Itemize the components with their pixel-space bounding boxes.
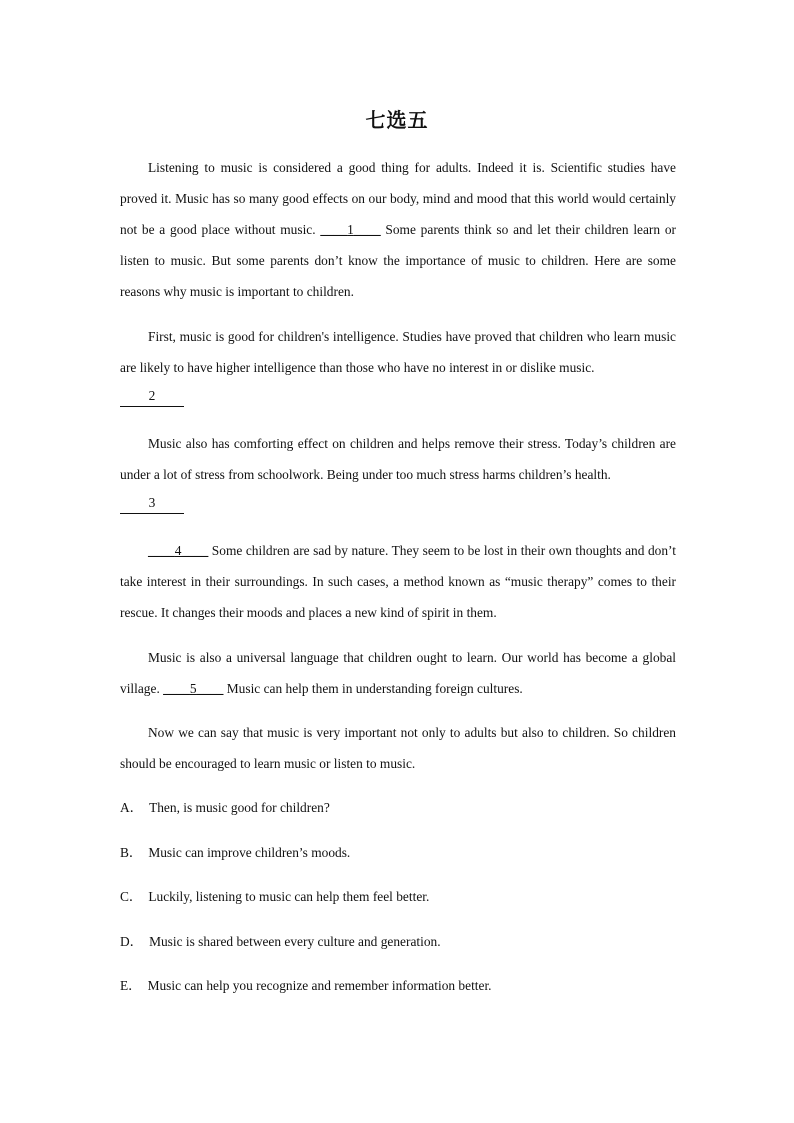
paragraph-3 [120,428,676,514]
option-text: Then, is music good for children? [149,800,330,815]
paragraph-text: Listening to music is considered a good thing for adults. Indeed it is. Scientific studies have proved it. Music has so many good effects on our body, mind and mood that this world would certainly not be a good place without music. [120,160,676,237]
paragraph-2 [120,321,676,407]
option-text: Music can improve children’s moods. [148,845,351,860]
option-c [120,887,676,907]
option-letter: A． [120,800,144,815]
blank-5: ____5____ [163,681,224,696]
paragraph-text: Music is also a universal language that children ought to learn. Our world has become a global village. [120,650,676,696]
page-title: 七选五 [365,108,429,132]
option-a [120,798,676,818]
option-text: Luckily, listening to music can help them feel better. [148,889,430,904]
blank-2: 2 [120,386,184,407]
paragraph-6 [120,717,676,779]
option-letter: B． [120,845,143,860]
paragraph-text: Some children are sad by nature. They seem to be lost in their own thoughts and don’t take interest in their surroundings. In such cases, a method known as “music therapy” comes to their rescue. It changes their moods and places a new kind of spirit in them. [120,543,676,620]
option-b [120,843,676,863]
option-e [120,976,676,996]
option-letter: E． [120,978,142,993]
paragraph-5 [120,642,676,704]
blank-1: ____1____ [320,222,381,237]
blank-4: ____4____ [148,543,209,558]
option-text: Music is shared between every culture and generation. [149,934,441,949]
paragraph-text: Music also has comforting effect on children and helps remove their stress. Today’s children are under a lot of stress from schoolwork. Being under too much stress harms children’s health. [120,436,676,482]
paragraph-1 [120,152,676,307]
option-text: Music can help you recognize and remember information better. [147,978,492,993]
blank-3: 3 [120,493,184,514]
paragraph-text: First, music is good for children's intelligence. Studies have proved that children who learn music are likely to have higher intelligence than those who have no interest in or dislike music. [120,329,676,375]
paragraph-text: Now we can say that music is very important not only to adults but also to children. So children should be encouraged to learn music or listen to music. [120,725,676,771]
option-d [120,932,676,952]
paragraph-text: Some parents think so and let their children learn or listen to music. But some parents don’t know the importance of music to children. Here are some reasons why music is important to children. [120,222,677,299]
option-letter: D． [120,934,144,949]
paragraph-text: Music can help them in understanding foreign cultures. [223,681,523,696]
option-letter: C． [120,889,143,904]
paragraph-4 [120,535,676,628]
